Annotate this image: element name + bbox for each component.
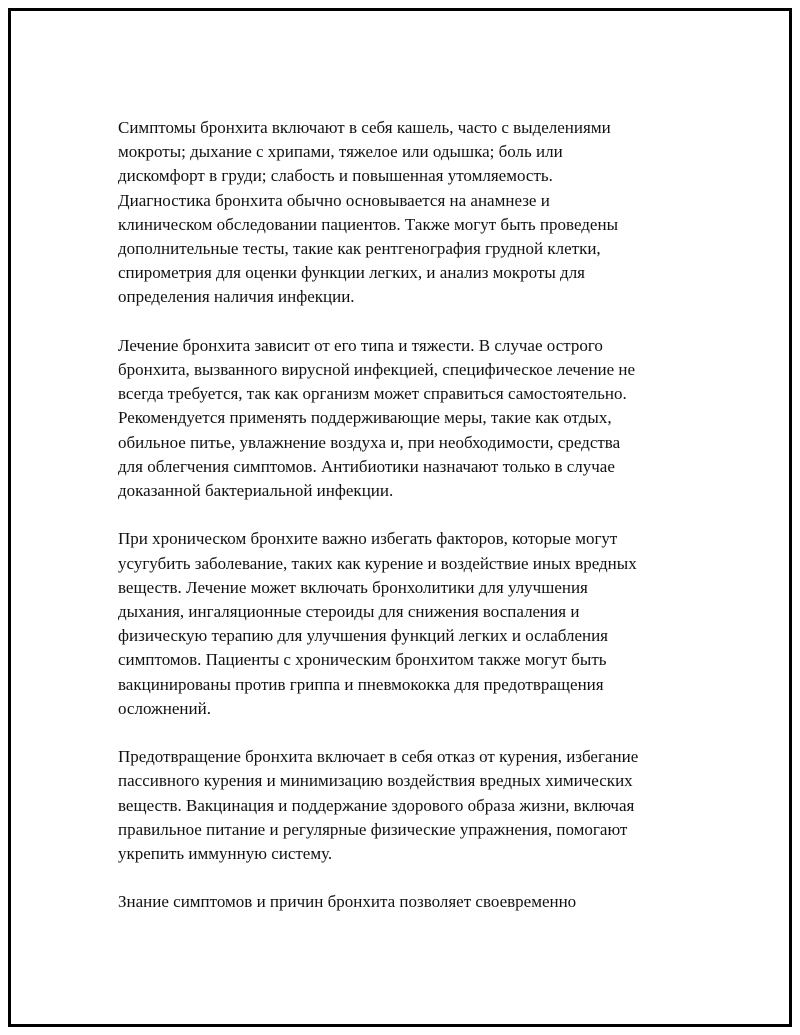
paragraph-treatment: Лечение бронхита зависит от его типа и тяжести. В случае острого бронхита, вызванного вирусной инфекцией, специфическое лечение не всегда требуется, так как организм может справиться самостоятельно. Рекомендуется применять поддерживающие меры, такие как отдых, обильное питье, увлажнение воздуха и, при необходимости, средства для облегчения симптомов. Антибиотики назначают только в случае доказанной бактериальной инфекции. <box>118 335 636 501</box>
document-body <box>118 116 708 939</box>
paragraph-prevention: Предотвращение бронхита включает в себя отказ от курения, избегание пассивного курения и минимизацию воздействия вредных химических веществ. Вакцинация и поддержание здорового образа жизни, включая правильное питание и регулярные физические упражнения, помогают укрепить иммунную систему. <box>118 747 639 864</box>
paragraph-chronic: При хроническом бронхите важно избегать факторов, которые могут усугубить заболевание, таких как курение и воздействие иных вредных веществ. Лечение может включать бронхолитики для улучшения дыхания, ингаляционные стероиды для снижения воспаления и физическую терапию для улучшения функций легких и ослабления симптомов. Пациенты с хроническим бронхитом также могут быть вакцинированы против гриппа и пневмококка для предотвращения осложнений. <box>118 529 637 718</box>
paragraph-knowledge: Знание симптомов и причин бронхита позволяет своевременно <box>118 892 577 912</box>
paragraph-symptoms: Симптомы бронхита включают в себя кашель, часто с выделениями мокроты; дыхание с хрипами, тяжелое или одышка; боль или дискомфорт в груди; слабость и повышенная утомляемость. Диагностика бронхита обычно основывается на анамнезе и клиническом обследовании пациентов. Также могут быть проведены дополнительные тесты, такие как рентгенография грудной клетки, спирометрия для оценки функции легких, и анализ мокроты для определения наличия инфекции. <box>118 118 618 307</box>
page-frame <box>8 8 792 1027</box>
